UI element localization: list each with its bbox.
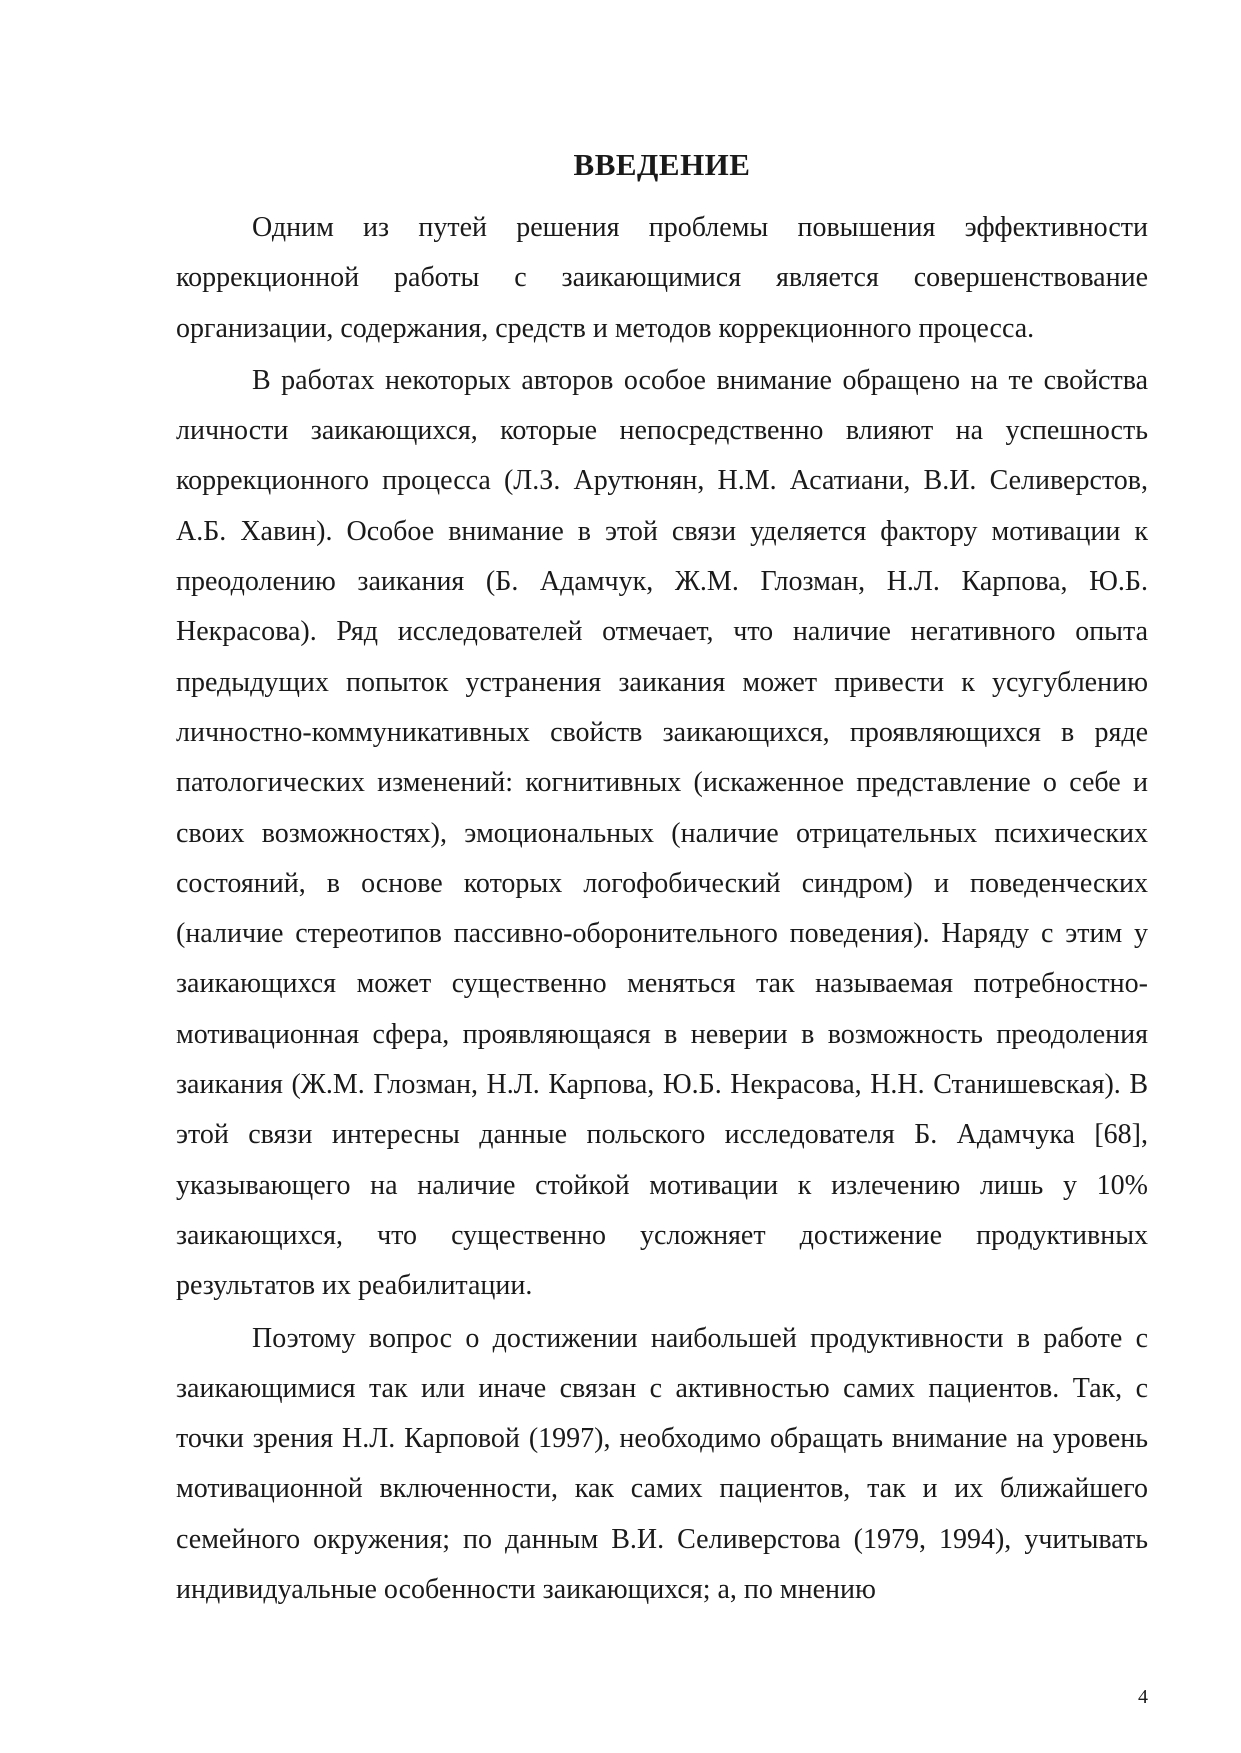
page-title: ВВЕДЕНИЕ: [573, 147, 751, 182]
body-text: [176, 203, 1148, 1617]
paragraph-1: Одним из путей решения проблемы повышения эффективности коррекционной работы с заикающимися является совершенствование организации, содержания, средств и методов коррекционного процесса.: [176, 212, 1148, 344]
paragraph-2: В работах некоторых авторов особое внимание обращено на те свойства личности заикающихся, которые непосредственно влияют на успешность коррекционного процесса (Л.З. Арутюнян, Н.М. Асатиани, В.И. Селиверстов, А.Б. Хавин). Особое внимание в этой связи уделяется фактору мотивации к преодолению заикания (Б. Адамчук, Ж.М. Глозман, Н.Л. Карпова, Ю.Б. Некрасова). Ряд исследователей отмечает, что наличие негативного опыта предыдущих попыток устранения заикания может привести к усугублению личностно-коммуникативных свойств заикающихся, проявляющихся в ряде патологических изменений: когнитивных (искаженное представление о себе и своих возможностях), эмоциональных (наличие отрицательных психических состояний, в основе которых логофобический синдром) и поведенческих (наличие стереотипов пассивно-оборонительного поведения). Наряду с этим у заикающихся может существенно меняться так называемая потребностно-мотивационная сфера, проявляющаяся в неверии в возможность преодоления заикания (Ж.М. Глозман, Н.Л. Карпова, Ю.Б. Некрасова, Н.Н. Станишевская). В этой связи интересны данные польского исследователя Б. Адамчука [68], указывающего на наличие стойкой мотивации к излечению лишь у 10% заикающихся, что существенно усложняет достижение продуктивных результатов их реабилитации.: [176, 364, 1148, 1302]
paragraph-3: Поэтому вопрос о достижении наибольшей продуктивности в работе с заикающимися так или иначе связан с активностью самих пациентов. Так, с точки зрения Н.Л. Карповой (1997), необходимо обращать внимание на уровень мотивационной включенности, как самих пациентов, так и их ближайшего семейного окружения; по данным В.И. Селиверстова (1979, 1994), учитывать индивидуальные особенности заикающихся; а, по мнению: [176, 1322, 1148, 1606]
page-number: 4: [1138, 1686, 1148, 1708]
